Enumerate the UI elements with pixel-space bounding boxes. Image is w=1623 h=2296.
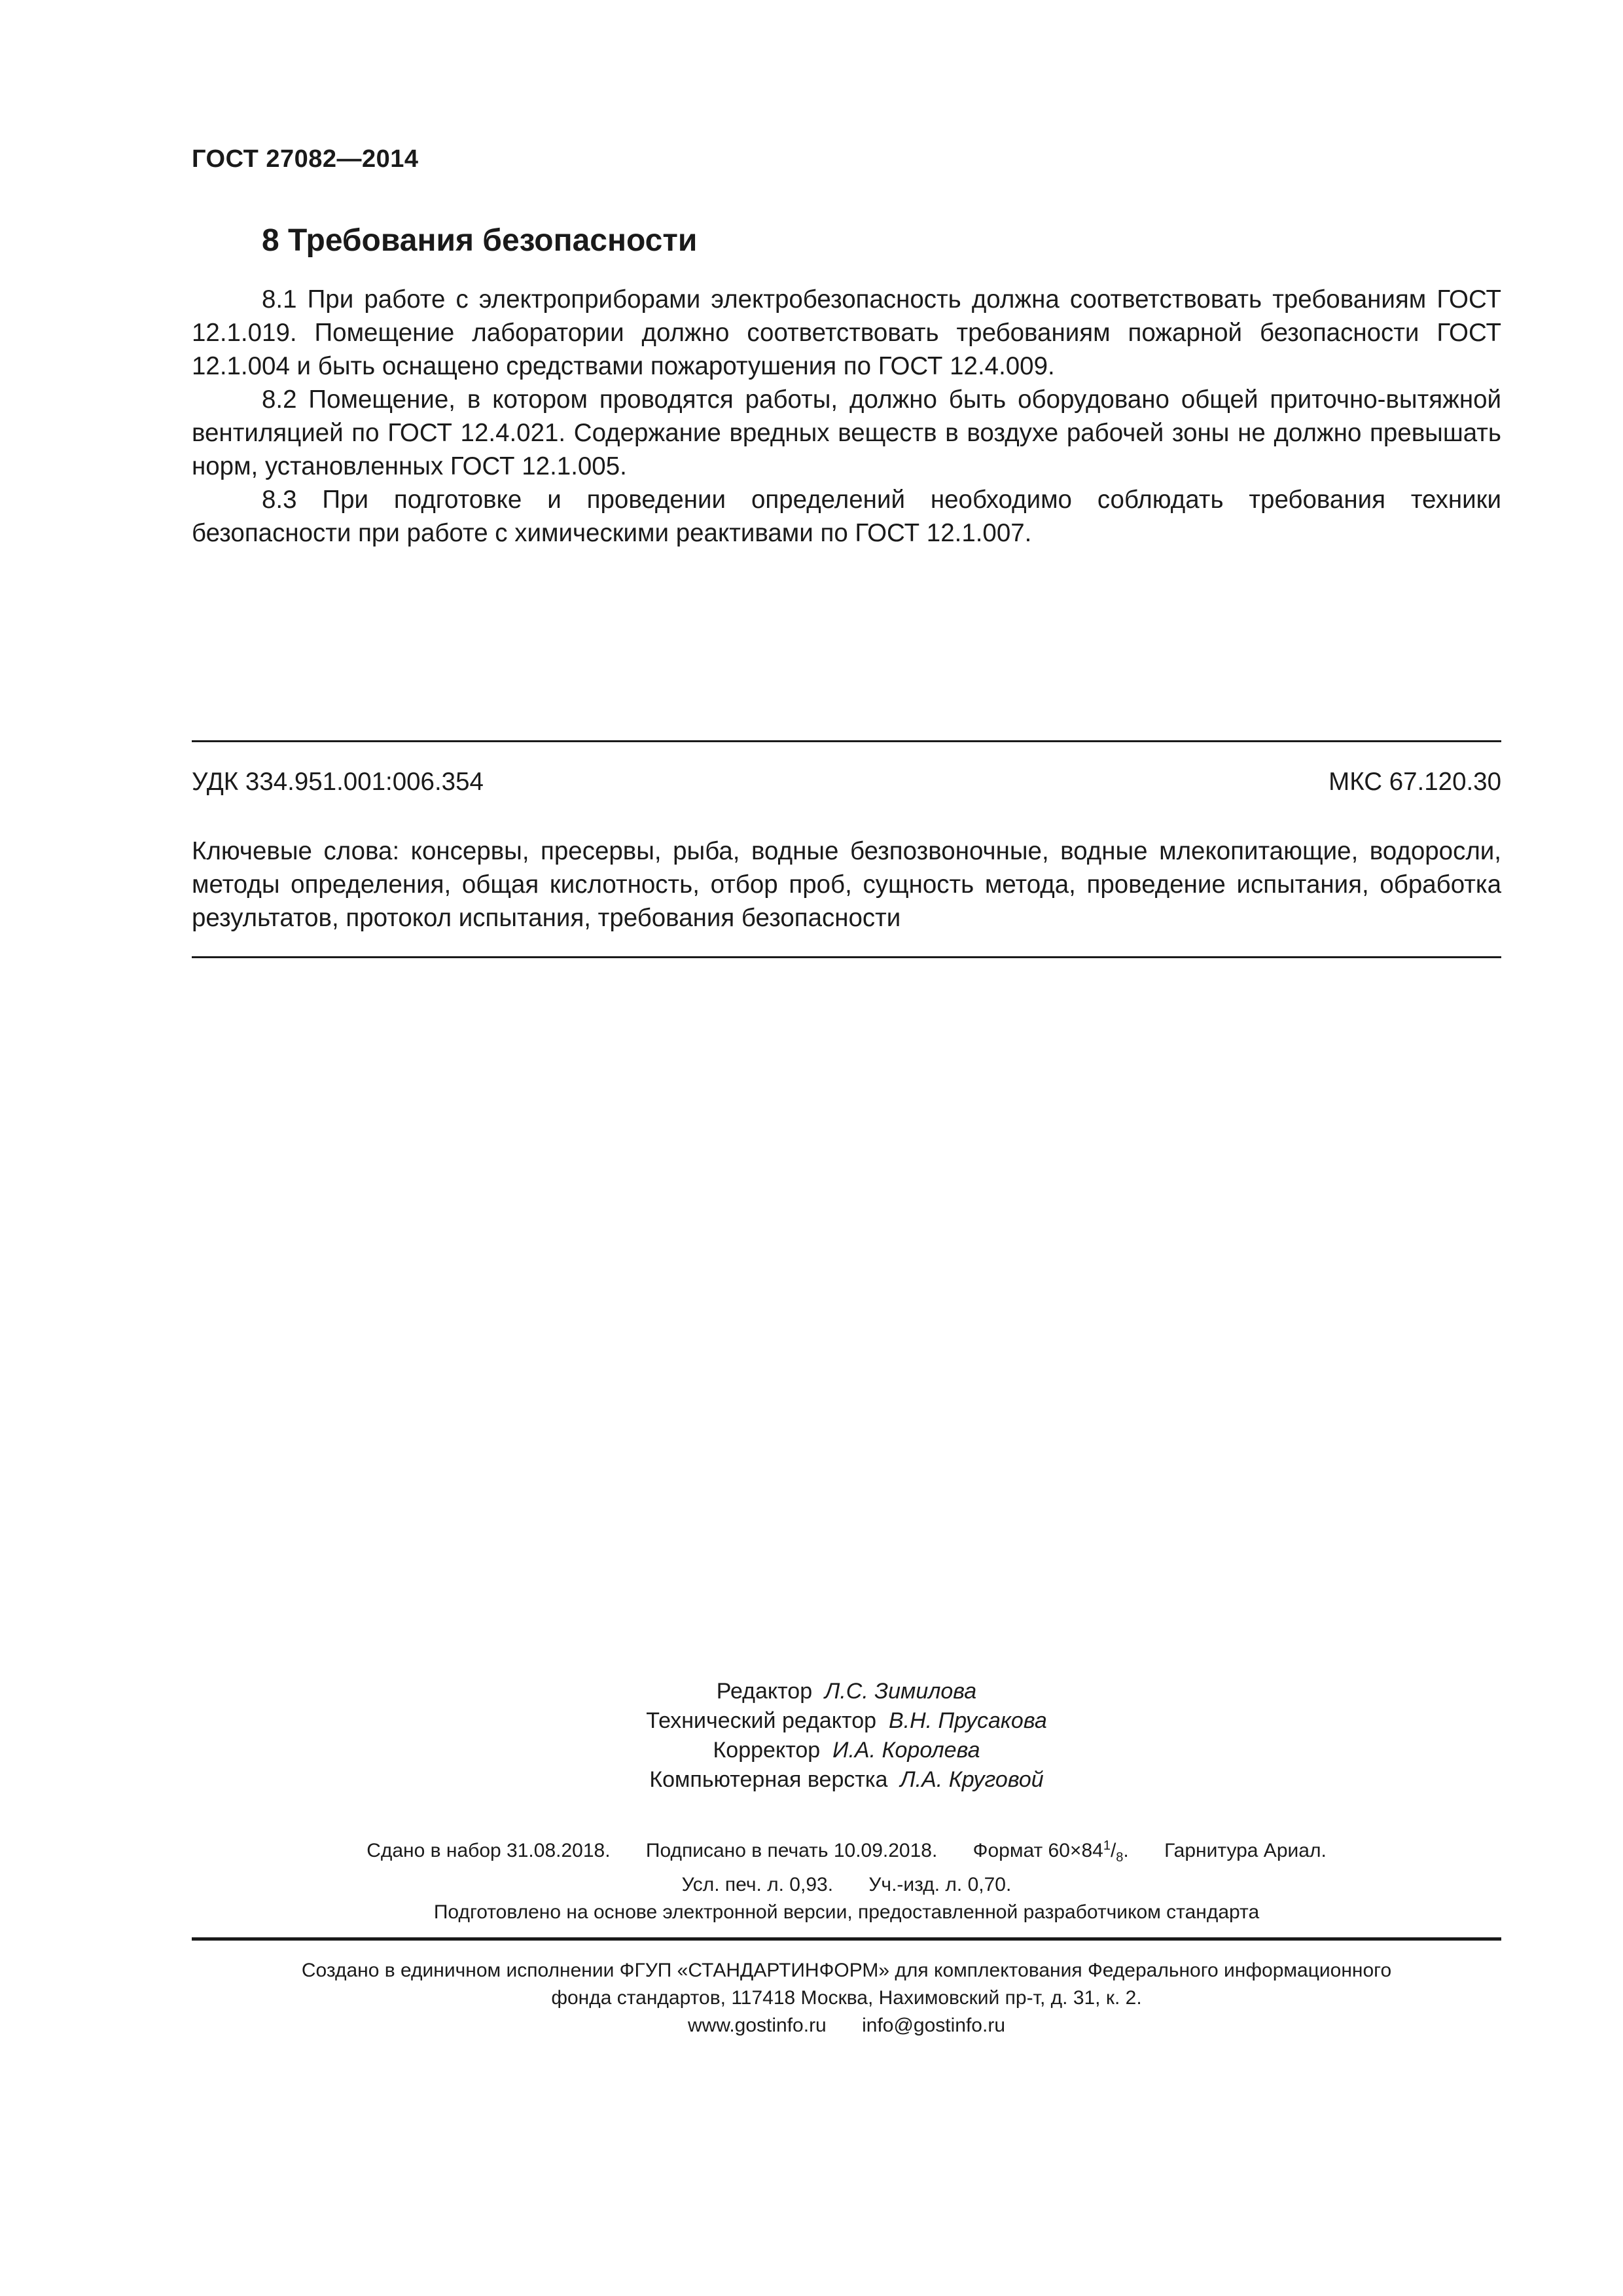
paragraph-8-3: 8.3 При подготовке и проведении определений необходимо соблюдать требования техники безопасности при работе с химическими реактивами по ГОСТ 12.1.007. <box>192 486 1501 547</box>
credit-name: В.Н. Прусакова <box>888 1708 1047 1733</box>
imprint-prepared: Подготовлено на основе электронной версии, предоставленной разработчиком стандарта <box>433 1901 1260 1923</box>
imprint-typeface: Гарнитура Ариал. <box>1164 1840 1327 1861</box>
divider-footer <box>192 1937 1501 1941</box>
credit-proofreader <box>192 1736 1501 1765</box>
credit-name: И.А. Королева <box>832 1738 980 1763</box>
credits-block <box>192 1677 1501 1795</box>
keywords: Ключевые слова: консервы, пресервы, рыба, водные безпозвоночные, водные млекопитающие, водоросли, методы определения, общая кислотность, отбор проб, сущность метода, проведение испытания, обработка результатов, протокол испытания, требования безопасности <box>192 837 1501 932</box>
document-code: ГОСТ 27082—2014 <box>192 145 419 173</box>
imprint-block <box>192 1832 1501 1926</box>
section-title: 8 Требования безопасности <box>262 223 698 258</box>
footer-line-2: фонда стандартов, 117418 Москва, Нахимовский пр-т, д. 31, к. 2. <box>551 1987 1142 2009</box>
divider-keywords <box>192 956 1501 958</box>
imprint-format-num: 1 <box>1103 1839 1111 1853</box>
imprint-line-1 <box>192 1832 1501 1871</box>
imprint-signed: Подписано в печать 10.09.2018. <box>645 1840 938 1861</box>
footer-line-1: Создано в единичном исполнении ФГУП «СТАНДАРТИНФОРМ» для комплектования Федерального информационного <box>301 1960 1392 1981</box>
credit-editor <box>192 1677 1501 1706</box>
section-body <box>192 283 1501 550</box>
mks-code: МКС 67.120.30 <box>1329 768 1501 796</box>
footer-email: info@gostinfo.ru <box>862 2015 1005 2036</box>
publisher-footer <box>192 1957 1501 2039</box>
imprint-line-2 <box>192 1871 1501 1899</box>
paragraph-8-1: 8.1 При работе с электроприборами электробезопасность должна соответствовать требованиям ГОСТ 12.1.019. Помещение лаборатории должно соответствовать требованиям пожарной безопасности ГОСТ 12.1.004 и быть оснащено средствами пожаротушения по ГОСТ 12.4.009. <box>192 285 1501 380</box>
credit-layout <box>192 1765 1501 1795</box>
divider-top <box>192 740 1501 742</box>
credit-role: Корректор <box>713 1738 821 1763</box>
credit-role: Технический редактор <box>646 1708 877 1733</box>
credit-tech-editor <box>192 1706 1501 1736</box>
imprint-format-suffix: . <box>1123 1840 1129 1861</box>
footer-website: www.gostinfo.ru <box>687 2015 827 2036</box>
footer-contacts <box>192 2012 1501 2039</box>
imprint-pub-sheets: Уч.-изд. л. 0,70. <box>868 1874 1012 1895</box>
imprint-format: Формат $60\times 84^1/_8$. <box>972 1839 1129 1865</box>
credit-name: Л.А. Круговой <box>900 1767 1044 1792</box>
credit-role: Редактор <box>716 1679 813 1704</box>
credit-name: Л.С. Зимилова <box>825 1679 977 1704</box>
imprint-format-den: 8 <box>1116 1850 1124 1865</box>
credit-role: Компьютерная верстка <box>649 1767 888 1792</box>
udk-code: УДК 334.951.001:006.354 <box>192 768 484 796</box>
imprint-typeset: Сдано в набор 31.08.2018. <box>366 1840 611 1861</box>
imprint-format-prefix: Формат 60×84 <box>972 1840 1103 1861</box>
paragraph-8-2: 8.2 Помещение, в котором проводятся работы, должно быть оборудовано общей приточно-вытяжной вентиляцией по ГОСТ 12.4.021. Содержание вредных веществ в воздухе рабочей зоны не должно превышать норм, установленных ГОСТ 12.1.005. <box>192 386 1501 480</box>
imprint-print-sheets: Усл. печ. л. 0,93. <box>681 1874 834 1895</box>
